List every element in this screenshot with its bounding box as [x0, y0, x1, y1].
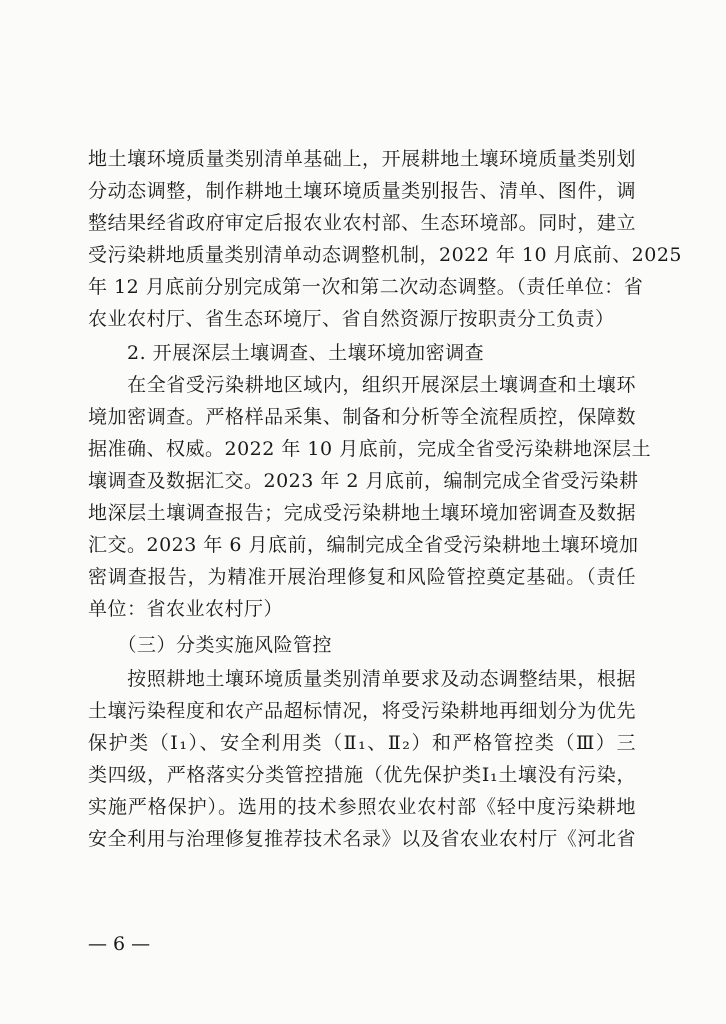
body-line-10: 据准确、权威。2022 年 10 月底前，完成全省受污染耕地深层土: [88, 438, 652, 460]
body-line-14: 密调查报告，为精准开展治理修复和风险管控奠定基础。（责任: [88, 566, 636, 588]
body-line-2: 分动态调整，制作耕地土壤环境质量类别报告、清单、图件，调: [88, 180, 636, 202]
body-line-15: 单位：省农业农村厅）: [88, 598, 284, 620]
body-line-8: 在全省受污染耕地区域内，组织开展深层土壤调查和土壤环: [88, 374, 636, 396]
body-line-17: 按照耕地土壤环境质量类别清单要求及动态调整结果，根据: [88, 668, 636, 690]
body-line-11: 壤调查及数据汇交。2023 年 2 月底前，编制完成全省受污染耕: [88, 470, 639, 492]
body-line-12: 地深层土壤调查报告；完成受污染耕地土壤环境加密调查及数据: [88, 502, 636, 524]
section-heading-3: （三）分类实施风险管控: [88, 634, 333, 656]
body-line-9: 境加密调查。严格样品采集、制备和分析等全流程质控，保障数: [88, 406, 636, 428]
body-line-6: 农业农村厅、省生态环境厅、省自然资源厅按职责分工负责）: [88, 308, 615, 330]
body-line-20: 类四级，严格落实分类管控措施（优先保护类Ⅰ₁土壤没有污染，: [88, 764, 636, 786]
body-line-13: 汇交。2023 年 6 月底前，编制完成全省受污染耕地土壤环境加: [88, 534, 639, 556]
section-heading-2: 2. 开展深层土壤调查、土壤环境加密调查: [88, 342, 485, 364]
body-line-4: 受污染耕地质量类别清单动态调整机制，2022 年 10 月底前、2025: [88, 244, 683, 266]
body-line-3: 整结果经省政府审定后报农业农村部、生态环境部。同时，建立: [88, 212, 636, 234]
body-line-1: 地土壤环境质量类别清单基础上，开展耕地土壤环境质量类别划: [88, 148, 636, 170]
body-line-19: 保护类（Ⅰ₁）、安全利用类（Ⅱ₁、Ⅱ₂）和严格管控类（Ⅲ）三: [88, 732, 636, 754]
body-line-21: 实施严格保护）。选用的技术参照农业农村部《轻中度污染耕地: [88, 796, 636, 818]
body-line-22: 安全利用与治理修复推荐技术名录》以及省农业农村厅《河北省: [88, 828, 636, 850]
page-number: — 6 —: [88, 933, 151, 955]
body-line-18: 土壤污染程度和农产品超标情况，将受污染耕地再细划分为优先: [88, 700, 636, 722]
body-line-5: 年 12 月底前分别完成第一次和第二次动态调整。（责任单位：省: [88, 276, 644, 298]
